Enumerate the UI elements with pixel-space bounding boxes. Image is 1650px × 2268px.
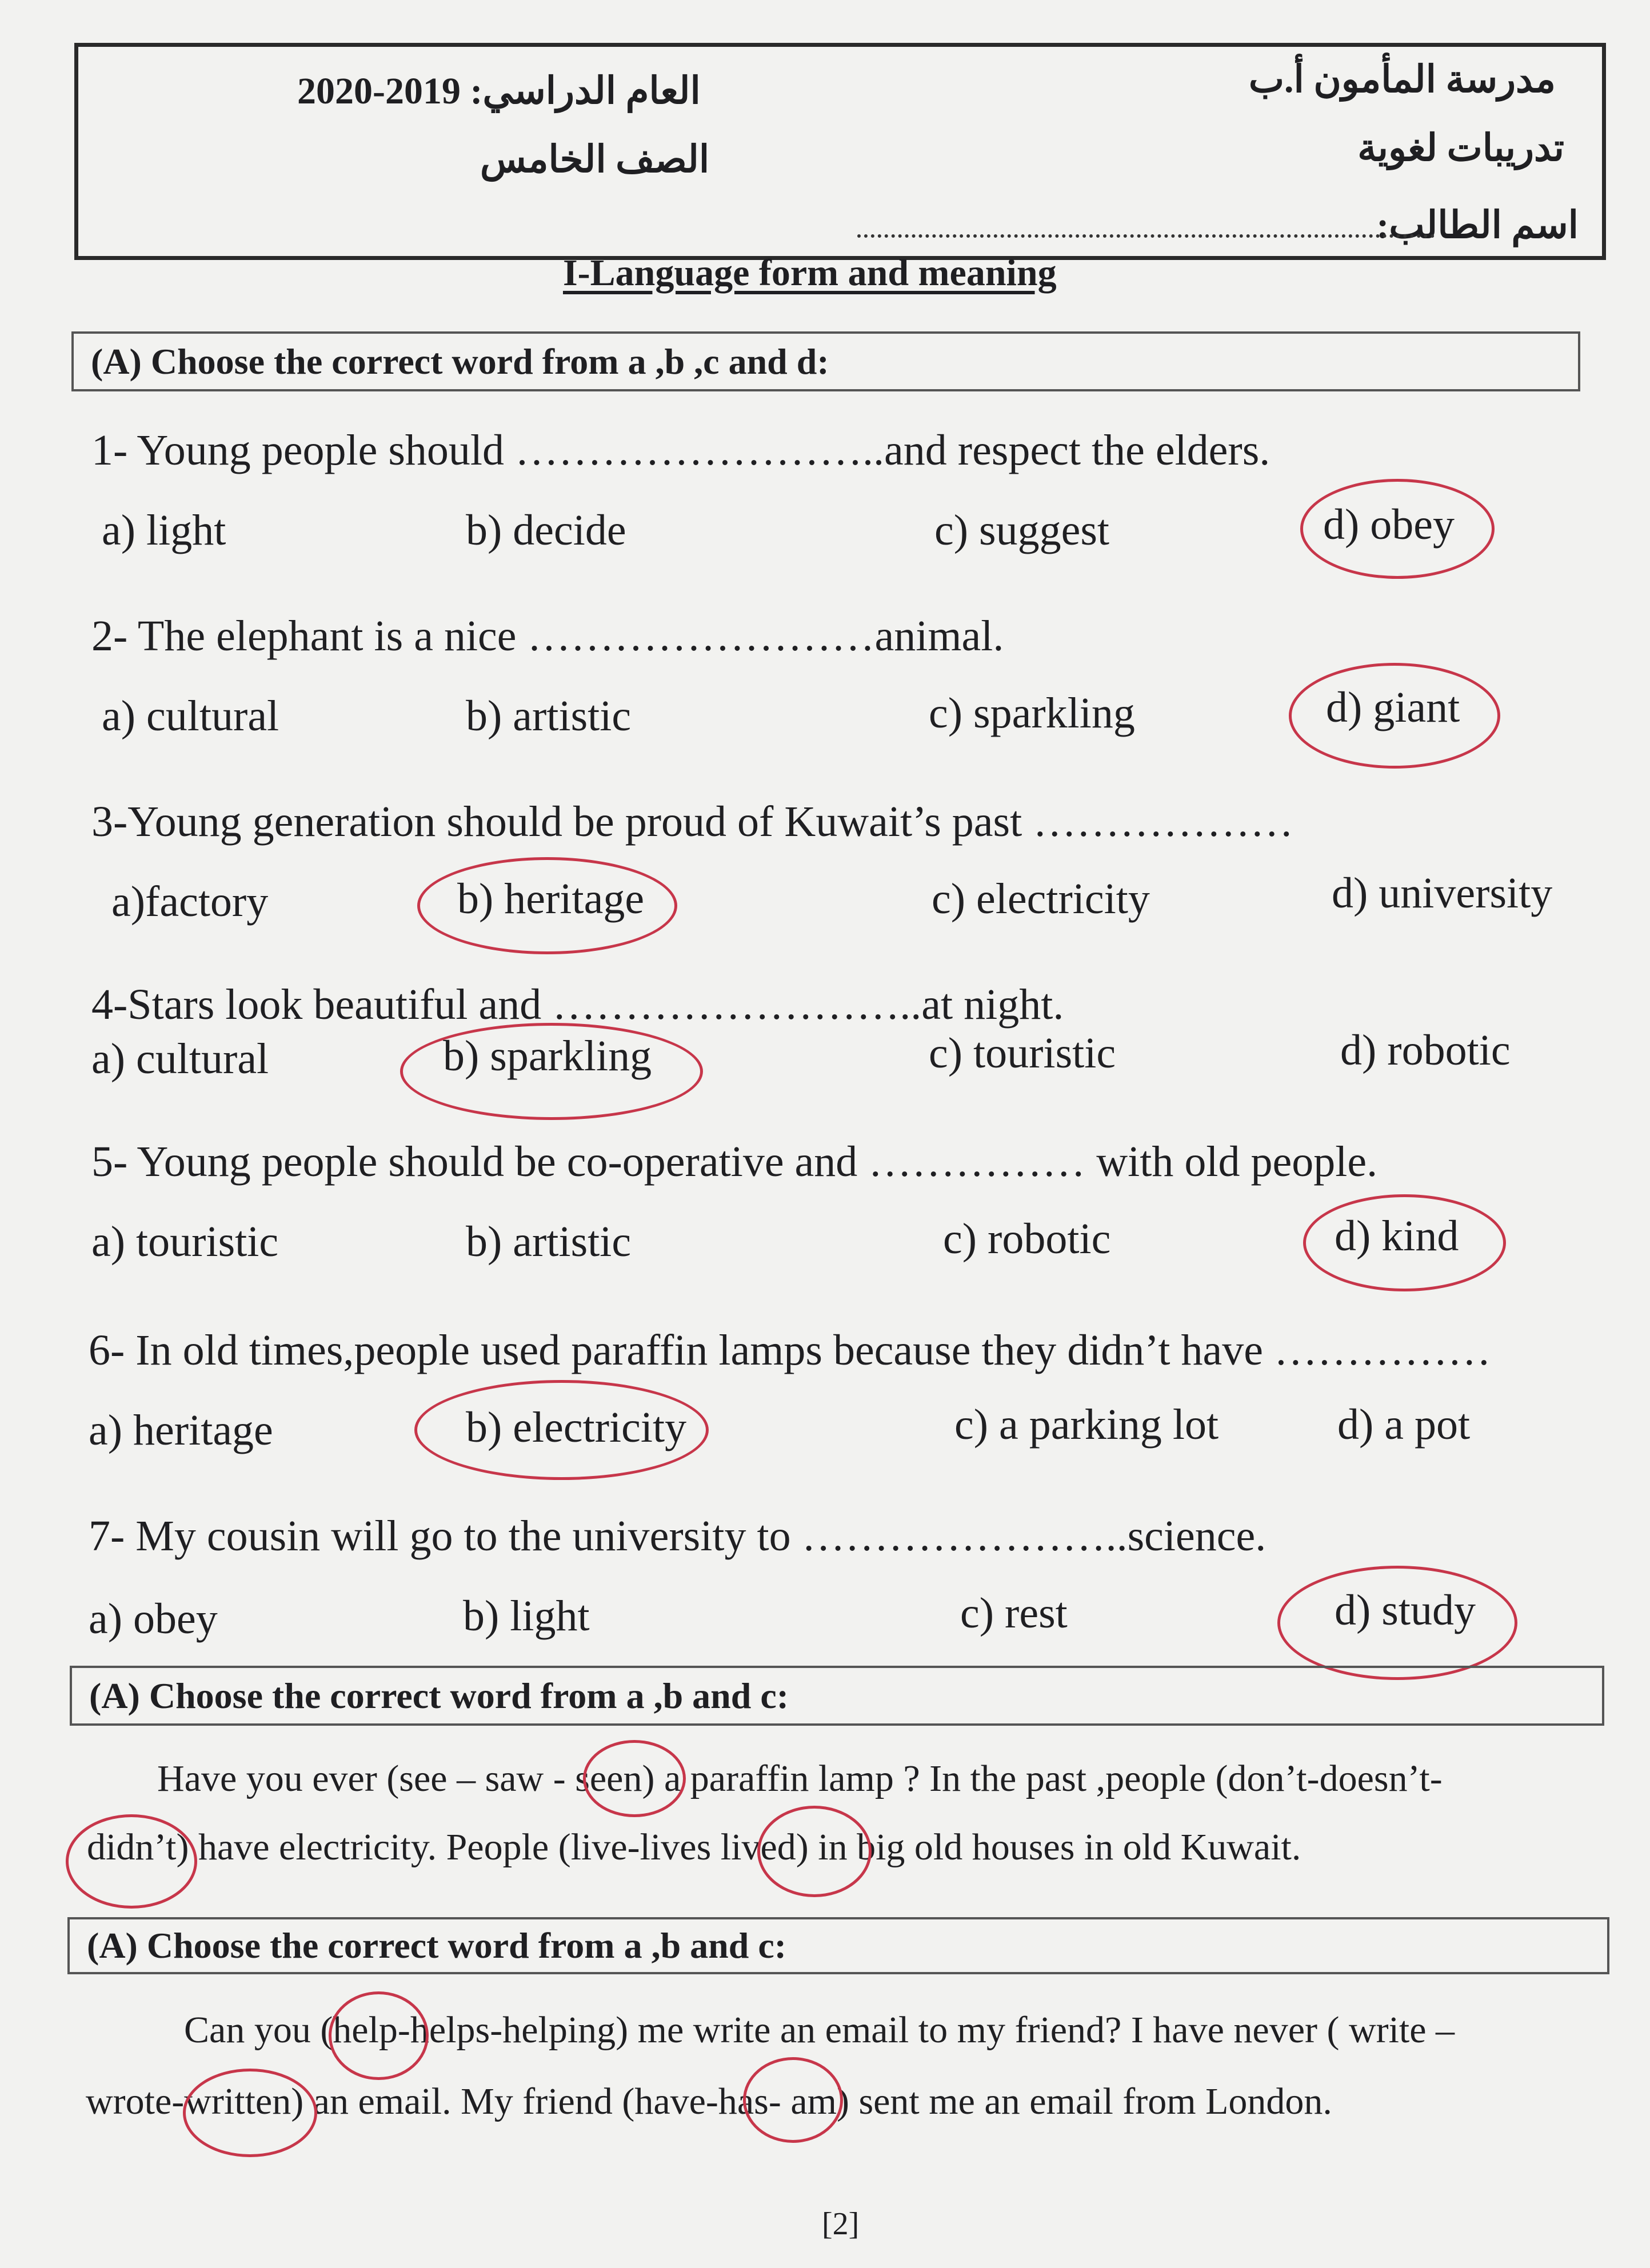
question-5: 5- Young people should be co-operative and …………… with old people.	[91, 1138, 1378, 1186]
part1-instruction	[71, 331, 1580, 391]
question-2: 2- The elephant is a nice ……………………animal.	[91, 612, 1004, 660]
q5-option-c[interactable]: c) robotic	[943, 1215, 1111, 1263]
part2-instruction	[70, 1666, 1604, 1726]
page-number: [2]	[822, 2206, 860, 2242]
q6-option-d[interactable]: d) a pot	[1337, 1401, 1471, 1449]
q6-option-b[interactable]: b) electricity	[466, 1403, 687, 1451]
question-6: 6- In old times,people used paraffin lamps because they didn’t have ……………	[89, 1326, 1491, 1374]
q1-option-b[interactable]: b) decide	[466, 506, 626, 554]
part2-instruction-text: (A) Choose the correct word from a ,b and c:	[89, 1675, 789, 1716]
q1-option-c[interactable]: c) suggest	[934, 506, 1110, 554]
grade-label: الصف الخامس	[480, 139, 710, 181]
q5-option-b[interactable]: b) artistic	[466, 1218, 632, 1266]
school-name: مدرسة المأمون أ.ب	[1248, 59, 1556, 101]
section-title: I-Language form and meaning	[563, 252, 1057, 294]
q4-option-c[interactable]: c) touristic	[929, 1029, 1116, 1077]
subject-label: تدريبات لغوية	[1357, 127, 1564, 169]
part2-line-1: Have you ever (see – saw - seen) a paraffin lamp ? In the past ,people (don’t-doesn’t-	[157, 1758, 1443, 1799]
part3-line-1: Can you (help-helps-helping) me write an email to my friend? I have never ( write –	[184, 2009, 1455, 2051]
student-name-line	[857, 234, 1435, 238]
part3-instruction-text: (A) Choose the correct word from a ,b and c:	[87, 1925, 787, 1966]
q5-option-a[interactable]: a) touristic	[91, 1218, 279, 1266]
q7-option-a[interactable]: a) obey	[89, 1595, 218, 1643]
student-name-label: اسم الطالب:	[1376, 205, 1579, 246]
school-year: العام الدراسي: 2019-2020	[297, 70, 701, 112]
q1-option-a[interactable]: a) light	[102, 506, 226, 554]
q1-option-d[interactable]: d) obey	[1323, 501, 1455, 549]
part1-instruction-text: (A) Choose the correct word from a ,b ,c and d:	[91, 341, 829, 382]
part3-line-2: wrote-written) an email. My friend (have-has- am) sent me an email from London.	[86, 2081, 1332, 2122]
q2-option-a[interactable]: a) cultural	[102, 692, 279, 740]
q3-option-d[interactable]: d) university	[1332, 869, 1553, 917]
q5-option-d[interactable]: d) kind	[1335, 1212, 1459, 1260]
part3-instruction	[67, 1917, 1609, 1974]
q7-option-c[interactable]: c) rest	[960, 1589, 1068, 1637]
q6-option-c[interactable]: c) a parking lot	[954, 1401, 1219, 1449]
question-1: 1- Young people should ……………………..and respect the elders.	[91, 426, 1271, 474]
q3-option-c[interactable]: c) electricity	[932, 875, 1150, 923]
q4-option-b[interactable]: b) sparkling	[443, 1032, 652, 1080]
question-3: 3-Young generation should be proud of Kuwait’s past ………………	[91, 798, 1294, 846]
q2-option-d[interactable]: d) giant	[1326, 683, 1460, 731]
q3-option-b[interactable]: b) heritage	[457, 875, 645, 923]
q3-option-a[interactable]: a)factory	[111, 878, 269, 926]
part2-line-2: didn’t) have electricity. People (live-lives lived) in big old houses in old Kuwait.	[87, 1826, 1301, 1868]
question-7: 7- My cousin will go to the university to …………………..science.	[89, 1512, 1267, 1560]
q4-option-d[interactable]: d) robotic	[1340, 1026, 1511, 1074]
q2-option-c[interactable]: c) sparkling	[929, 689, 1135, 737]
q7-option-b[interactable]: b) light	[463, 1592, 590, 1640]
q6-option-a[interactable]: a) heritage	[89, 1406, 273, 1454]
q7-option-d[interactable]: d) study	[1335, 1586, 1476, 1634]
q2-option-b[interactable]: b) artistic	[466, 692, 632, 740]
question-4: 4-Stars look beautiful and ……………………..at night.	[91, 981, 1064, 1029]
q4-option-a[interactable]: a) cultural	[91, 1035, 269, 1083]
